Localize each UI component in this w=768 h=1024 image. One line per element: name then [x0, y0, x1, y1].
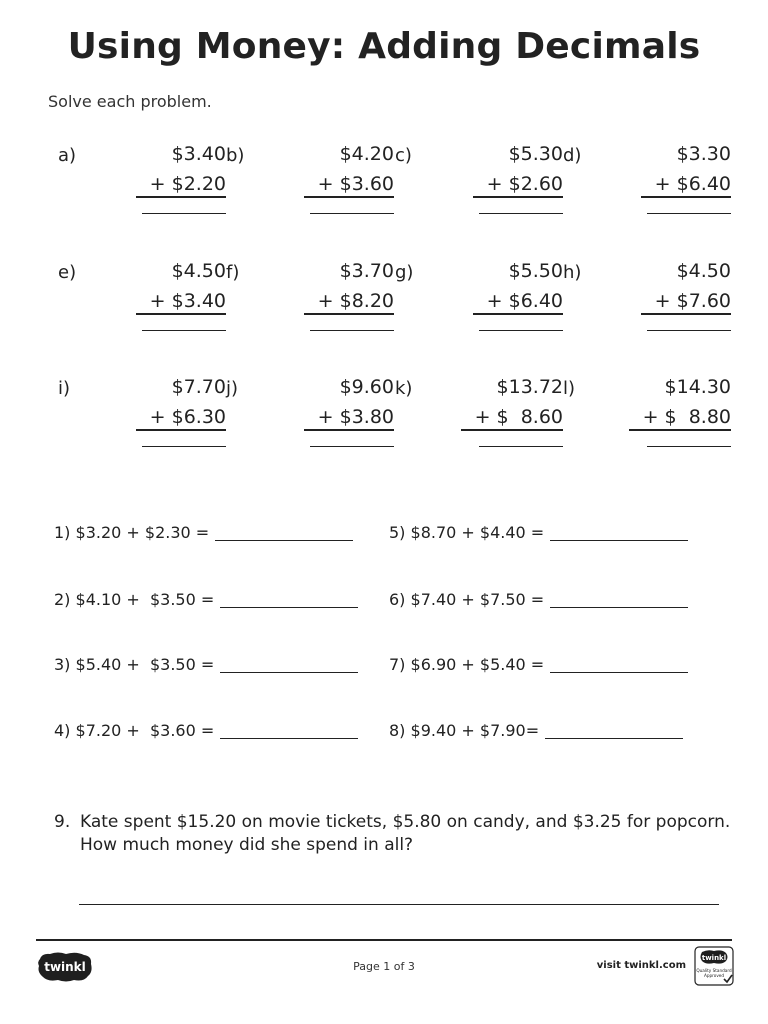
problem-bottom-addend: + $ 8.60 — [461, 406, 563, 431]
answer-blank[interactable] — [220, 607, 358, 608]
equation-text: 8) $9.40 + $7.90= — [389, 721, 540, 740]
word-problem-number: 9. — [54, 812, 71, 832]
worksheet-title: Using Money: Adding Decimals — [67, 26, 701, 67]
problem-label: b) — [226, 145, 245, 166]
problem-bottom-addend: + $3.60 — [304, 173, 394, 198]
problem-label: g) — [395, 262, 414, 283]
answer-line[interactable] — [310, 330, 394, 331]
answer-line[interactable] — [142, 446, 226, 447]
equation-3 — [54, 655, 358, 674]
problem-top-addend: $7.70 — [171, 376, 226, 398]
word-problem-line-2: How much money did she spend in all? — [80, 835, 414, 855]
problem-top-addend: $13.72 — [496, 376, 563, 398]
problem-label: c) — [395, 145, 412, 166]
problem-label: i) — [58, 378, 71, 399]
equation-1 — [54, 523, 353, 542]
answer-blank[interactable] — [550, 672, 688, 673]
problem-top-addend: $4.50 — [171, 260, 226, 282]
problem-bottom-addend: + $2.20 — [136, 173, 226, 198]
problem-b — [226, 145, 394, 255]
word-problem-line-1: Kate spent $15.20 on movie tickets, $5.80 on candy, and $3.25 for popcorn. — [80, 812, 731, 832]
problem-d — [563, 145, 731, 255]
footer-divider — [36, 939, 732, 941]
equation-text: 7) $6.90 + $5.40 = — [389, 655, 545, 674]
problem-bottom-addend: + $2.60 — [473, 173, 563, 198]
problem-j — [226, 378, 394, 488]
badge-text-2: Approved — [703, 973, 725, 978]
equation-text: 5) $8.70 + $4.40 = — [389, 523, 545, 542]
problem-top-addend: $14.30 — [664, 376, 731, 398]
problem-top-addend: $4.50 — [676, 260, 731, 282]
instructions: Solve each problem. — [48, 92, 212, 111]
problem-bottom-addend: + $ 8.80 — [629, 406, 731, 431]
equation-7 — [389, 655, 688, 674]
answer-line[interactable] — [647, 213, 731, 214]
answer-blank[interactable] — [215, 540, 353, 541]
answer-blank[interactable] — [550, 607, 688, 608]
equation-text: 4) $7.20 + $3.60 = — [54, 721, 215, 740]
problem-top-addend: $3.40 — [171, 143, 226, 165]
answer-blank[interactable] — [545, 738, 683, 739]
problem-bottom-addend: + $8.20 — [304, 290, 394, 315]
problem-top-addend: $3.70 — [339, 260, 394, 282]
problem-f — [226, 262, 394, 372]
answer-line[interactable] — [647, 446, 731, 447]
answer-line[interactable] — [142, 213, 226, 214]
equation-text: 6) $7.40 + $7.50 = — [389, 590, 545, 609]
problem-top-addend: $5.50 — [508, 260, 563, 282]
problem-l — [563, 378, 731, 488]
problem-bottom-addend: + $6.40 — [473, 290, 563, 315]
answer-line[interactable] — [310, 446, 394, 447]
problem-top-addend: $5.30 — [508, 143, 563, 165]
problem-label: l) — [563, 378, 576, 399]
problem-g — [395, 262, 563, 372]
problem-label: h) — [563, 262, 582, 283]
equation-6 — [389, 590, 688, 609]
badge-text-1: Quality Standard — [696, 968, 732, 973]
problem-e — [58, 262, 226, 372]
equation-text: 3) $5.40 + $3.50 = — [54, 655, 215, 674]
problem-c — [395, 145, 563, 255]
problem-bottom-addend: + $3.40 — [136, 290, 226, 315]
problem-i — [58, 378, 226, 488]
problem-label: f) — [226, 262, 240, 283]
problem-label: e) — [58, 262, 77, 283]
problem-label: a) — [58, 145, 77, 166]
equation-text: 1) $3.20 + $2.30 = — [54, 523, 210, 542]
equation-2 — [54, 590, 358, 609]
problem-label: j) — [226, 378, 239, 399]
quality-badge-icon — [694, 946, 734, 986]
problem-k — [395, 378, 563, 488]
equation-4 — [54, 721, 358, 740]
answer-line[interactable] — [310, 213, 394, 214]
problem-top-addend: $9.60 — [339, 376, 394, 398]
word-problem-answer-line[interactable] — [79, 904, 719, 905]
badge-logo-text: twinkl — [701, 954, 727, 962]
problem-bottom-addend: + $3.80 — [304, 406, 394, 431]
answer-line[interactable] — [142, 330, 226, 331]
equation-5 — [389, 523, 688, 542]
answer-line[interactable] — [479, 446, 563, 447]
answer-blank[interactable] — [550, 540, 688, 541]
problem-bottom-addend: + $6.40 — [641, 173, 731, 198]
problem-h — [563, 262, 731, 372]
problem-a — [58, 145, 226, 255]
visit-link[interactable]: visit twinkl.com — [596, 960, 686, 971]
problem-top-addend: $3.30 — [676, 143, 731, 165]
answer-line[interactable] — [479, 330, 563, 331]
problem-bottom-addend: + $7.60 — [641, 290, 731, 315]
answer-line[interactable] — [647, 330, 731, 331]
page-number: Page 1 of 3 — [353, 960, 415, 973]
problem-bottom-addend: + $6.30 — [136, 406, 226, 431]
equation-8 — [389, 721, 683, 740]
equation-text: 2) $4.10 + $3.50 = — [54, 590, 215, 609]
problem-label: d) — [563, 145, 582, 166]
answer-blank[interactable] — [220, 672, 358, 673]
answer-line[interactable] — [479, 213, 563, 214]
problem-top-addend: $4.20 — [339, 143, 394, 165]
logo-text: twinkl — [44, 960, 86, 974]
answer-blank[interactable] — [220, 738, 358, 739]
problem-label: k) — [395, 378, 413, 399]
